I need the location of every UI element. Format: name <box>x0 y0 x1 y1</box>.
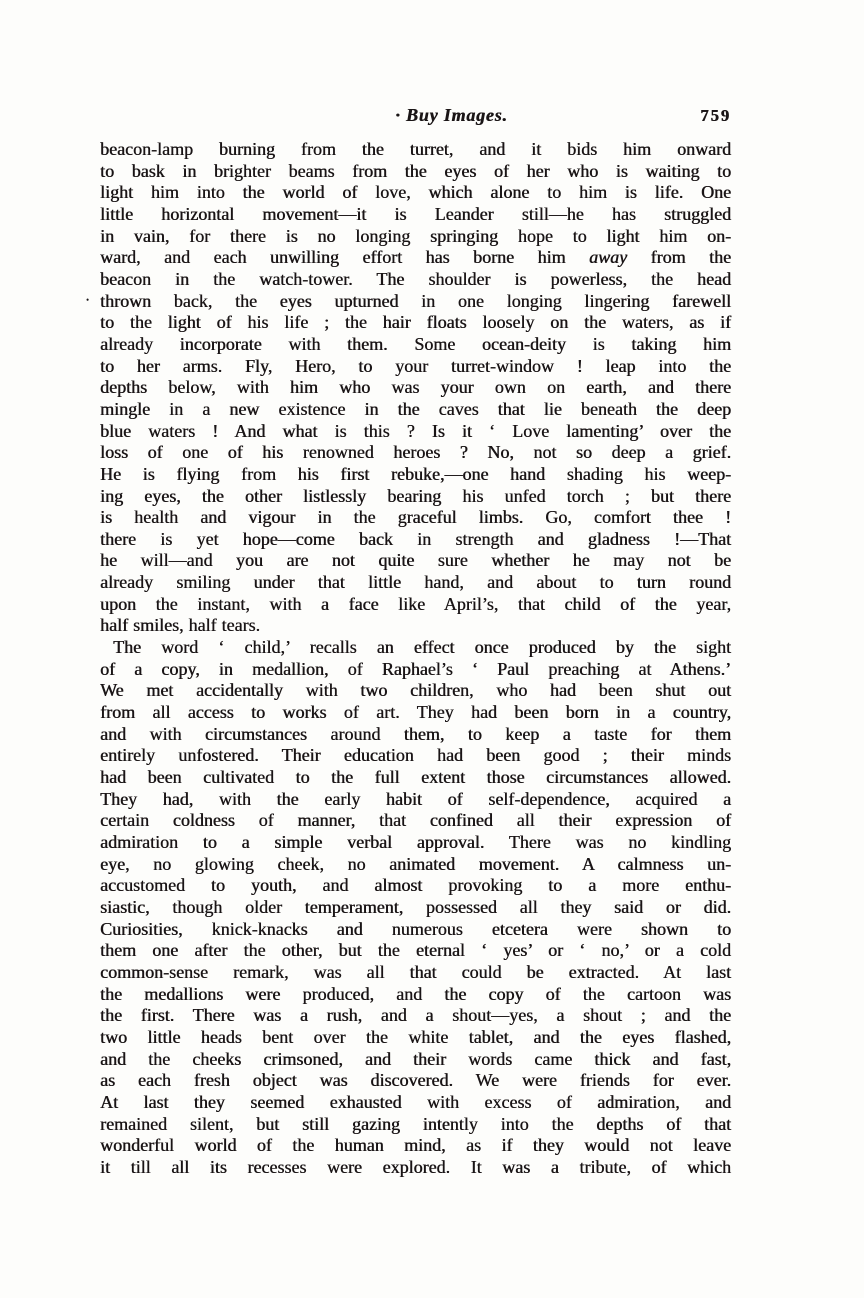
text-line: remained silent, but still gazing intently into the depths of that <box>100 1113 731 1134</box>
text-line: from all access to works of art. They had been born in a country, <box>100 702 731 723</box>
text-line: Curiosities, knick-knacks and numerous etcetera were shown to <box>100 918 731 939</box>
text-block <box>86 139 731 1179</box>
text-line: half smiles, half tears. <box>100 615 260 636</box>
text-line: The word ‘ child,’ recalls an effect once produced by the sight <box>113 637 731 658</box>
text-line: admiration to a simple verbal approval. There was no kindling <box>100 832 731 852</box>
text-line: eye, no glowing cheek, no animated movement. A calmness un- <box>100 853 731 874</box>
text-line: thrown back, the eyes upturned in one longing lingering farewell • <box>86 290 731 311</box>
text-line: beacon in the watch-tower. The shoulder is powerless, the head <box>100 268 731 289</box>
text-line: depths below, with him who was your own on earth, and there <box>100 377 731 398</box>
running-header-title: · Buy Images. <box>395 105 508 125</box>
text-line: light him into the world of love, which alone to him is life. One <box>100 182 731 203</box>
text-line: blue waters ! And what is this ? Is it ‘ Love lamenting’ over the <box>100 420 731 441</box>
text-line: the first. There was a rush, and a shout—yes, a shout ; and the <box>100 1005 731 1026</box>
text-line: We met accidentally with two children, who had been shut out <box>100 680 731 701</box>
text-line: accustomed to youth, and almost provoking to a more enthu- <box>100 875 731 896</box>
text-line: upon the instant, with a face like April’s, that child of the year, <box>100 593 731 614</box>
text-line: little horizontal movement—it is Leander still—he has struggled <box>100 203 731 224</box>
text-line: of a copy, in medallion, of Raphael’s ‘ Paul preaching at Athens.’ <box>100 658 731 679</box>
text-line: there is yet hope—come back in strength and gladness !—That <box>100 528 731 549</box>
text-line: is health and vigour in the graceful limbs. Go, comfort thee ! <box>100 507 731 528</box>
paragraph <box>100 637 731 1178</box>
text-line: ward, and each unwilling effort has borne him away from the <box>100 247 731 268</box>
margin-mark: • <box>86 294 90 305</box>
page-number: 759 <box>700 106 731 125</box>
text-line: already incorporate with them. Some ocean-deity is taking him <box>100 333 731 354</box>
text-line: to the light of his life ; the hair floats loosely on the waters, as if <box>100 312 731 333</box>
text-line: and with circumstances around them, to keep a taste for them <box>100 723 731 744</box>
text-line: it till all its recesses were explored. It was a tribute, of which <box>100 1156 731 1177</box>
text-line: to bask in brighter beams from the eyes of her who is waiting to <box>100 160 731 181</box>
text-line: certain coldness of manner, that confined all their expression of <box>100 810 731 831</box>
text-line: had been cultivated to the full extent those circumstances allowed. <box>100 767 731 788</box>
text-line: two little heads bent over the white tablet, and the eyes flashed, <box>100 1026 731 1047</box>
text-line: ing eyes, the other listlessly bearing his unfed torch ; but there <box>100 485 731 506</box>
text-line: beacon-lamp burning from the turret, and it bids him onward <box>100 139 731 159</box>
text-line: mingle in a new existence in the caves that lie beneath the deep <box>100 398 731 419</box>
text-line: as each fresh object was discovered. We were friends for ever. <box>100 1070 731 1091</box>
text-line: He is flying from his first rebuke,—one hand shading his weep- <box>100 463 731 484</box>
text-line: siastic, though older temperament, possessed all they said or did. <box>100 896 731 917</box>
text-line: wonderful world of the human mind, as if they would not leave <box>100 1135 731 1156</box>
text-line: loss of one of his renowned heroes ? No, not so deep a grief. <box>100 442 731 463</box>
text-line: already smiling under that little hand, and about to turn round <box>100 572 731 593</box>
text-line: he will—and you are not quite sure whether he may not be <box>100 550 731 571</box>
text-line: them one after the other, but the eternal ‘ yes’ or ‘ no,’ or a cold <box>100 940 731 961</box>
text-line: They had, with the early habit of self-dependence, acquired a <box>100 788 731 809</box>
text-line: and the cheeks crimsoned, and their words came thick and fast, <box>100 1048 731 1069</box>
running-header <box>100 105 731 131</box>
text-line: in vain, for there is no longing springing hope to light him on- <box>100 225 731 246</box>
text-line: At last they seemed exhausted with excess of admiration, and <box>100 1091 731 1112</box>
text-line: entirely unfostered. Their education had been good ; their minds <box>100 745 731 766</box>
text-line: to her arms. Fly, Hero, to your turret-window ! leap into the <box>100 355 731 376</box>
paragraph <box>86 139 731 637</box>
text-line: the medallions were produced, and the copy of the cartoon was <box>100 983 731 1004</box>
text-line: common-sense remark, was all that could be extracted. At last <box>100 961 731 982</box>
